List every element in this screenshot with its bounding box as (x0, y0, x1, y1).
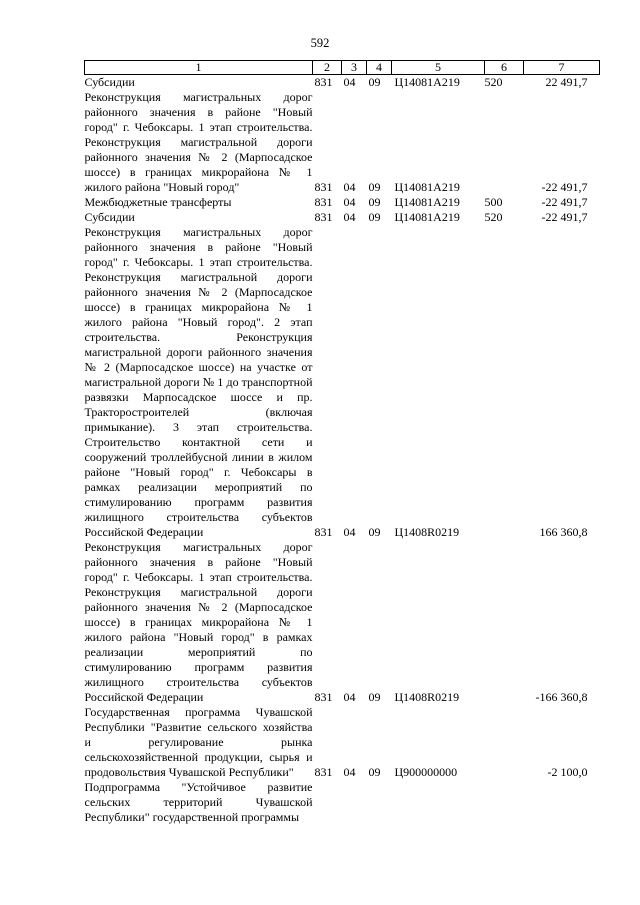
row-section: 04 (343, 210, 356, 224)
row-target-item: Ц1408R0219 (394, 525, 460, 539)
row-subsection: 09 (368, 525, 381, 539)
row-subsection: 09 (368, 180, 381, 194)
row-section: 04 (343, 765, 356, 779)
header-col-2: 2 (313, 61, 342, 75)
row-section: 04 (343, 75, 356, 89)
row-expense-type (485, 705, 524, 780)
row-expense-type (485, 540, 524, 705)
row-section: 04 (343, 525, 356, 539)
row-expense-type (485, 225, 524, 540)
row-name: Реконструкция магистральных дорог районного значения в районе "Новый город" г. Чебоксары. 1 этап строительства. Реконструкция магистральной дороги районного значения № 2 (Марпосадское шоссе) в границах микрорайона № 1 жилого района "Новый город" в рамках реализации мероприятий по стимулированию программ развития жилищного строительства субъектов Российской Федерации (84, 540, 313, 704)
row-expense-type: 520 (484, 210, 503, 224)
row-name: Подпрограмма "Устойчивое развитие сельских территорий Чувашской Республики" государственной программы (84, 780, 313, 824)
row-name: Реконструкция магистральных дорог районного значения в районе "Новый город" г. Чебоксары. 1 этап строительства. Реконструкция магистральной дороги районного значения № 2 (Марпосадское шоссе) в границах микрорайона № 1 жилого района "Новый город". 2 этап строительства. Реконструкция магистральной дороги районного значения № 2 (Марпосадское шоссе) на участке от магистральной дороги № 1 до транспортной развязки Марпосадское шоссе и пр. Тракторостроителей (включая примыкание). 3 этап строительства. Строительство контактной сети и сооружений троллейбусной линии в жилом районе "Новый город" г. Чебоксары в рамках реализации мероприятий по стимулированию программ развития жилищного строительства субъектов Российской Федерации (84, 225, 313, 539)
row-subsection: 09 (368, 210, 381, 224)
row-name: Межбюджетные трансферты (84, 195, 232, 209)
row-amount: -2 100,0 (547, 765, 588, 779)
row-section: 04 (343, 690, 356, 704)
table-body (85, 75, 600, 826)
row-target-item: Ц900000000 (394, 765, 458, 779)
row-gr-code: 831 (314, 195, 333, 209)
row-expense-type: 520 (484, 75, 503, 89)
row-amount: -22 491,7 (541, 195, 588, 209)
row-amount: 22 491,7 (545, 75, 588, 89)
header-row (85, 61, 600, 75)
row-target-item: Ц14081A219 (394, 75, 460, 89)
row-gr-code: 831 (314, 765, 333, 779)
table-row (85, 90, 600, 195)
header-col-4: 4 (367, 61, 392, 75)
row-gr-code (313, 780, 342, 825)
budget-table (84, 60, 600, 825)
row-gr-code: 831 (314, 210, 333, 224)
row-target-item: Ц1408R0219 (394, 690, 460, 704)
row-amount: 166 360,8 (539, 525, 588, 539)
table-row (85, 780, 600, 825)
page-number: 592 (310, 36, 330, 50)
row-expense-type: 500 (484, 195, 503, 209)
header-col-3: 3 (342, 61, 367, 75)
row-amount: -22 491,7 (541, 210, 588, 224)
row-name: Государственная программа Чувашской Республики "Развитие сельского хозяйства и регулирование рынка сельскохозяйственной продукции, сырья и продовольствия Чувашской Республики" (84, 705, 313, 779)
row-expense-type (485, 780, 524, 825)
table-row (85, 75, 600, 91)
table-row (85, 210, 600, 225)
row-gr-code: 831 (314, 180, 333, 194)
row-subsection: 09 (368, 195, 381, 209)
row-subsection (367, 780, 392, 825)
header-col-6: 6 (485, 61, 524, 75)
row-gr-code: 831 (314, 75, 333, 89)
row-name: Реконструкция магистральных дорог районного значения в районе "Новый город" г. Чебоксары. 1 этап строительства. Реконструкция магистральной дороги районного значения № 2 (Марпосадское шоссе) в границах микрорайона № 1 жилого района "Новый город" (84, 90, 313, 194)
row-subsection: 09 (368, 75, 381, 89)
table-row (85, 225, 600, 540)
row-target-item: Ц14081A219 (394, 210, 460, 224)
table-row (85, 705, 600, 780)
header-col-1: 1 (85, 61, 313, 75)
header-col-5: 5 (392, 61, 485, 75)
row-subsection: 09 (368, 690, 381, 704)
row-gr-code: 831 (314, 525, 333, 539)
row-name: Субсидии (84, 75, 135, 89)
table-row (85, 540, 600, 705)
row-section (342, 780, 367, 825)
row-target-item: Ц14081A219 (394, 195, 460, 209)
row-section: 04 (343, 180, 356, 194)
row-name: Субсидии (84, 210, 135, 224)
row-subsection: 09 (368, 765, 381, 779)
row-amount (524, 780, 600, 825)
row-amount: -22 491,7 (541, 180, 588, 194)
row-amount: -166 360,8 (535, 690, 588, 704)
row-expense-type (485, 90, 524, 195)
row-target-item (392, 780, 485, 825)
header-col-7: 7 (524, 61, 600, 75)
row-gr-code: 831 (314, 690, 333, 704)
row-section: 04 (343, 195, 356, 209)
row-target-item: Ц14081A219 (394, 180, 460, 194)
table-row (85, 195, 600, 210)
